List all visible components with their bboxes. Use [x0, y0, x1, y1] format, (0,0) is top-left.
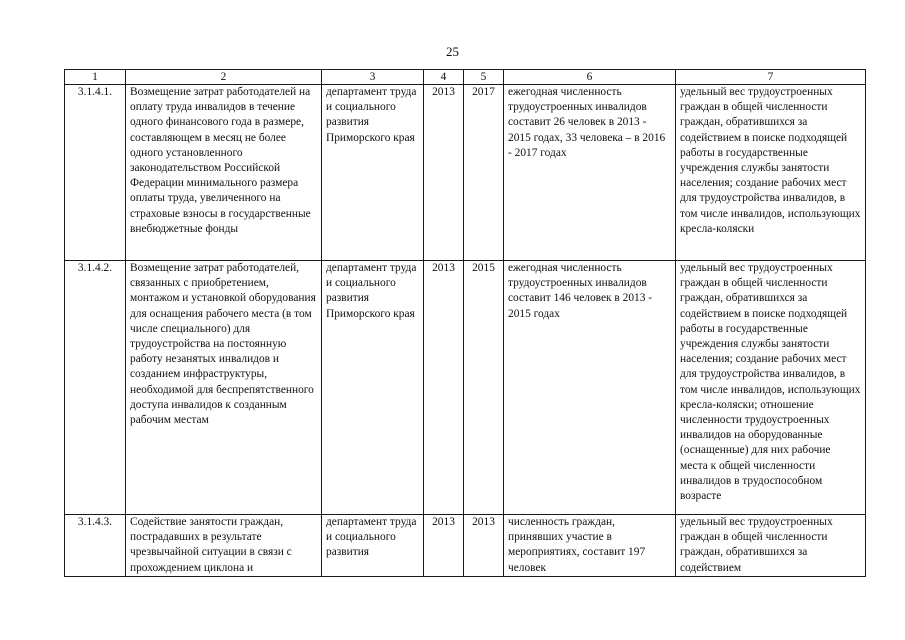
table-row	[65, 261, 866, 515]
start-year-cell: 2013	[424, 515, 464, 577]
column-number-row	[65, 70, 866, 85]
page-number: 25	[446, 44, 459, 59]
executor-cell: департамент труда и социального развития	[322, 515, 424, 577]
activity-code: 3.1.4.2.	[65, 261, 126, 515]
indicator-cell: удельный вес трудоустроенных граждан в общей численности граждан, обратившихся за содействием в поиске подходящей работы в государственные учреждения службы занятости населения; создание рабочих мест для трудоустройства инвалидов, в том числе инвалидов, использующих кресла-коляски	[676, 85, 866, 261]
activity-description: Возмещение затрат работодателей на оплату труда инвалидов в течение одного финансового года в размере, составляющем в месяц не более одного установленного законодательством Российской Федерации минимального размера оплаты труда, увеличенного на страховые взносы в государственные внебюджетные фонды	[126, 85, 322, 261]
executor-cell: департамент труда и социального развития Приморского края	[322, 261, 424, 515]
executor-cell: департамент труда и социального развития Приморского края	[322, 85, 424, 261]
activity-description: Содействие занятости граждан, пострадавших в результате чрезвычайной ситуации в связи с прохождением циклона и	[126, 515, 322, 577]
end-year-cell: 2015	[464, 261, 504, 515]
column-header: 3	[322, 70, 424, 85]
activity-description: Возмещение затрат работодателей, связанных с приобретением, монтажом и установкой оборудования для оснащения рабочего места (в том числе специального) для трудоустройства на постоянную работу незанятых инвалидов и созданием инфраструктуры, необходимой для беспрепятственного доступа инвалидов к созданным рабочим местам	[126, 261, 322, 515]
expected-result-cell: ежегодная численность трудоустроенных инвалидов составит 26 человек в 2013 - 2015 годах, 33 человека – в 2016 - 2017 годах	[504, 85, 676, 261]
start-year-cell: 2013	[424, 261, 464, 515]
start-year-cell: 2013	[424, 85, 464, 261]
column-header: 6	[504, 70, 676, 85]
table-row	[65, 515, 866, 577]
indicator-cell: удельный вес трудоустроенных граждан в общей численности граждан, обратившихся за содействием	[676, 515, 866, 577]
indicator-cell: удельный вес трудоустроенных граждан в общей численности граждан, обратившихся за содействием в поиске подходящей работы в государственные учреждения службы занятости населения; создание рабочих мест для трудоустройства инвалидов, в том числе инвалидов, использующих кресла-коляски; отношение численности трудоустроенных инвалидов на оборудованные (оснащенные) для них рабочие места к общей численности инвалидов в трудоспособном возрасте	[676, 261, 866, 515]
end-year-cell: 2017	[464, 85, 504, 261]
end-year-cell: 2013	[464, 515, 504, 577]
activity-code: 3.1.4.1.	[65, 85, 126, 261]
column-header: 7	[676, 70, 866, 85]
activity-code: 3.1.4.3.	[65, 515, 126, 577]
table-row	[65, 85, 866, 261]
expected-result-cell: численность граждан, принявших участие в мероприятиях, составит 197 человек	[504, 515, 676, 577]
column-header: 2	[126, 70, 322, 85]
column-header: 5	[464, 70, 504, 85]
column-header: 4	[424, 70, 464, 85]
expected-result-cell: ежегодная численность трудоустроенных инвалидов составит 146 человек в 2013 - 2015 годах	[504, 261, 676, 515]
program-activities-table	[64, 69, 866, 577]
column-header: 1	[65, 70, 126, 85]
